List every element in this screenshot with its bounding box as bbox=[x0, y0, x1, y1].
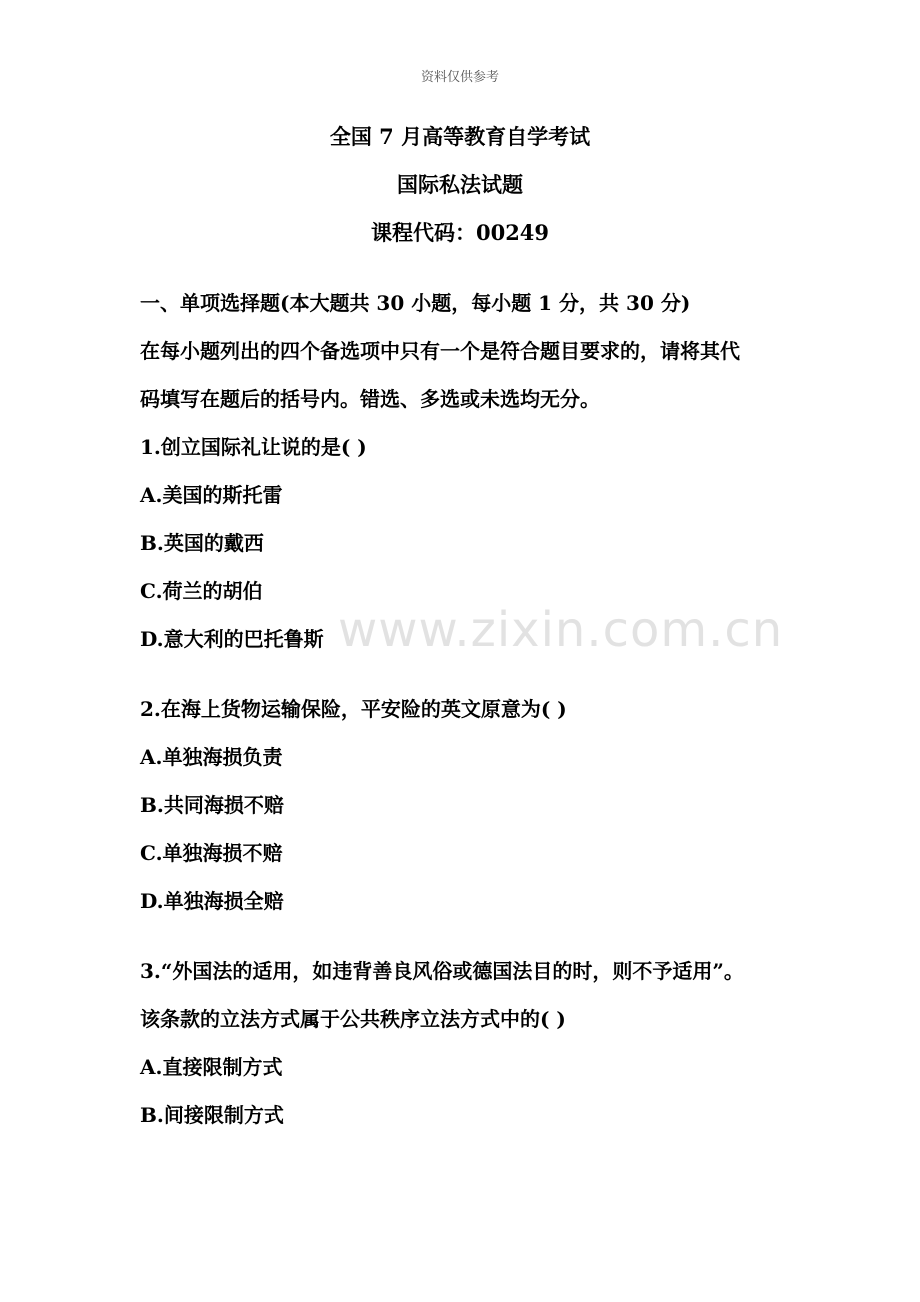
question-2-option-c: C.单独海损不赔 bbox=[140, 841, 283, 865]
watermark: www.zixin.com.cn bbox=[338, 602, 784, 658]
question-1-option-c: C.荷兰的胡伯 bbox=[140, 579, 263, 603]
question-2-option-b: B.共同海损不赔 bbox=[140, 793, 284, 817]
question-3-option-a: A.直接限制方式 bbox=[140, 1055, 283, 1079]
header-note: 资料仅供参考 bbox=[420, 70, 499, 85]
question-2-stem: 2.在海上货物运输保险，平安险的英文原意为( ) bbox=[140, 697, 567, 721]
exam-title: 全国 7 月高等教育自学考试 bbox=[329, 124, 591, 149]
section-heading: 一、单项选择题(本大题共 30 小题，每小题 1 分，共 30 分) bbox=[140, 291, 691, 315]
question-1-option-d: D.意大利的巴托鲁斯 bbox=[140, 627, 324, 651]
instruction-line-2: 码填写在题后的括号内。错选、多选或未选均无分。 bbox=[140, 387, 600, 411]
question-3-option-b: B.间接限制方式 bbox=[140, 1103, 284, 1127]
course-code: 课程代码：00249 bbox=[370, 220, 550, 245]
question-1-option-b: B.英国的戴西 bbox=[140, 531, 264, 555]
instruction-line-1: 在每小题列出的四个备选项中只有一个是符合题目要求的，请将其代 bbox=[140, 339, 740, 363]
question-2-option-a: A.单独海损负责 bbox=[140, 745, 283, 769]
question-2-option-d: D.单独海损全赔 bbox=[140, 889, 284, 913]
subject-title: 国际私法试题 bbox=[397, 172, 523, 197]
question-1-stem: 1.创立国际礼让说的是( ) bbox=[140, 435, 367, 459]
question-3-stem-line-1: 3.“外国法的适用，如违背善良风俗或德国法目的时，则不予适用”。 bbox=[140, 959, 744, 983]
question-3-stem-line-2: 该条款的立法方式属于公共秩序立法方式中的( ) bbox=[140, 1007, 566, 1031]
question-1-option-a: A.美国的斯托雷 bbox=[140, 483, 283, 507]
